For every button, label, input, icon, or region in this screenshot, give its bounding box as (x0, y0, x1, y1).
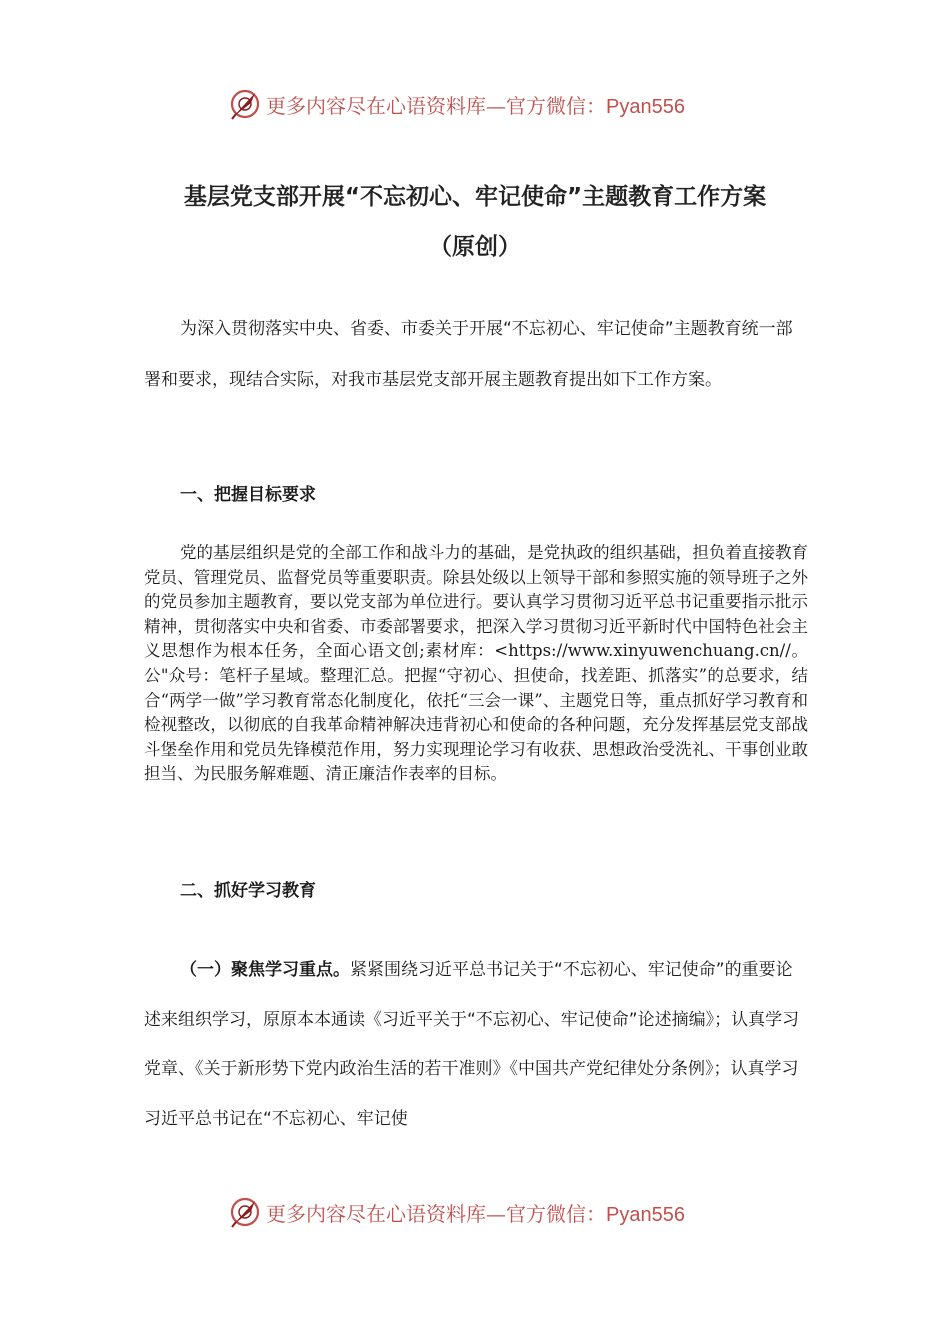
banner-slogan: 更多内容尽在心语资料库—官方微信：Pyan556 (266, 1201, 685, 1226)
banner-slogan: 更多内容尽在心语资料库—官方微信：Pyan556 (266, 93, 685, 118)
footer-banner (0, 1190, 950, 1234)
banner-account: Pyan556 (606, 1203, 685, 1226)
banner-account: Pyan556 (606, 95, 685, 118)
header-banner (0, 82, 950, 126)
document-title: 基层党支部开展“不忘初心、牢记使命”主题教育工作方案 (183, 184, 767, 210)
section-1-body: 党的基层组织是党的全部工作和战斗力的基础，是党执政的组织基础，担负着直接教育党员、管理党员、监督党员等重要职责。除县处级以上领导干部和参照实施的领导班子之外的党员参加主题教育，要以党支部为单位进行。要认真学习贯彻习近平总书记重要指示批示精神，贯彻落实中央和省委、市委部署要求，把深入学习贯彻习近平新时代中国特色社会主义思想作为根本任务，全面心语文创;素材库：<https://www.xinyuwenchuang.cn//。公"众号：笔杆子星域。整理汇总。把握“守初心、担使命，找差距、抓落实”的总要求，结合“两学一做”学习教育常态化制度化，依托“三会一课”、主题党日等，重点抓好学习教育和检视整改，以彻底的自我革命精神解决违背初心和使命的各种问题，充分发挥基层党支部战斗堡垒作用和党员先锋模范作用，努力实现理论学习有收获、思想政治受洗礼、干事创业敢担当、为民服务解难题、清正廉洁作表率的目标。 (144, 543, 808, 784)
quill-pen-logo-icon (228, 1195, 262, 1229)
section-2-heading: 二、抓好学习教育 (180, 881, 316, 901)
quill-pen-logo-icon (228, 87, 262, 121)
intro-paragraph: 为深入贯彻落实中央、省委、市委关于开展“不忘初心、牢记使命”主题教育统一部署和要求，现结合实际，对我市基层党支部开展主题教育提出如下工作方案。 (144, 319, 793, 390)
section-2-sub-1 (144, 946, 808, 1144)
section-1-heading: 一、把握目标要求 (180, 485, 316, 505)
sub-1-lead: （一）聚焦学习重点。 (180, 960, 350, 980)
sub-1-body: 紧紧围绕习近平总书记关于“不忘初心、牢记使命”的重要论述来组织学习，原原本本通读《习近平关于“不忘初心、牢记使命”论述摘编》；认真学习党章、《关于新形势下党内政治生活的若干准则》《中国共产党纪律处分条例》；认真学习习近平总书记在“不忘初心、牢记使 (144, 960, 800, 1129)
document-title-suffix: （原创） (429, 234, 521, 260)
